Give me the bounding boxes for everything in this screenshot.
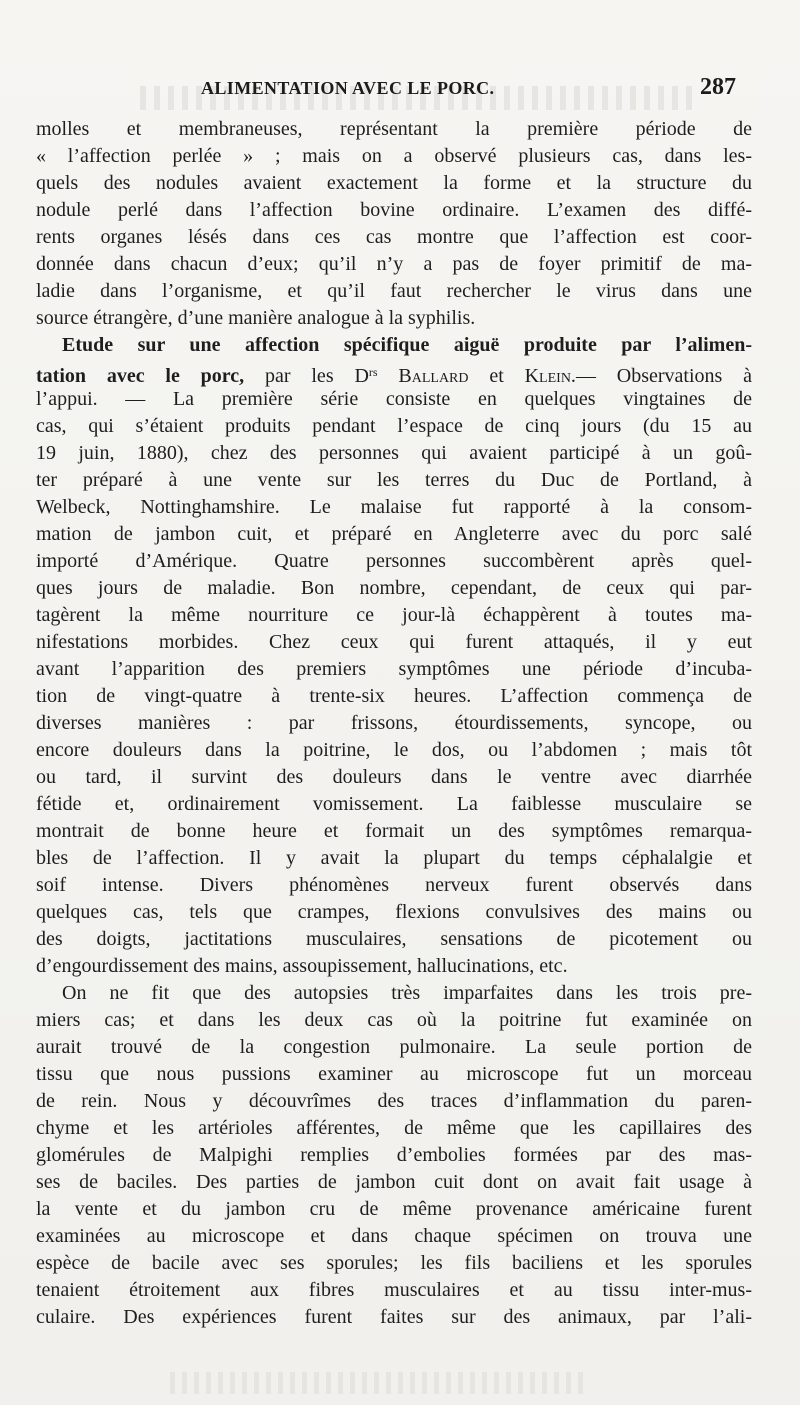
text-line: ses de baciles. Des parties de jambon cuit dont on avait fait usage à [36,1171,752,1193]
text-line: rents organes lésés dans ces cas montre que l’affection est coor- [36,226,752,248]
text-line: tion de vingt-quatre à trente-six heures. L’affection commença de [36,685,752,707]
text-line: miers cas; et dans les deux cas où la poitrine fut examinée on [36,1009,752,1031]
text-line: molles et membraneuses, représentant la première période de [36,118,752,140]
text-line: soif intense. Divers phénomènes nerveux furent observés dans [36,874,752,896]
text-line: diverses manières : par frissons, étourdissements, syncope, ou [36,712,752,734]
text-line: cas, qui s’étaient produits pendant l’espace de cinq jours (du 15 au [36,415,752,437]
text-line: glomérules de Malpighi remplies d’embolies formées par des mas- [36,1144,752,1166]
text-line: fétide et, ordinairement vomissement. La faiblesse musculaire se [36,793,752,815]
text-line: tissu que nous pussions examiner au microscope fut un morceau [36,1063,752,1085]
text-line: encore douleurs dans la poitrine, le dos, ou l’abdomen ; mais tôt [36,739,752,761]
section-byline [36,359,752,386]
text-line: Welbeck, Nottinghamshire. Le malaise fut rapporté à la consom- [36,496,752,518]
text-line: la vente et du jambon cru de même provenance américaine furent [36,1198,752,1220]
text-line: espèce de bacile avec ses sporules; les fils baciliens et les sporules [36,1252,752,1274]
text-line: ladie dans l’organisme, et qu’il faut rechercher le virus dans une [36,280,752,302]
text-line: tagèrent la même nourriture ce jour-là échappèrent à toutes ma- [36,604,752,626]
page-header [0,74,800,106]
text-line: donnée dans chacun d’eux; qu’il n’y a pas de foyer primitif de ma- [36,253,752,275]
text-line: ques jours de maladie. Bon nombre, cependant, de ceux qui par- [36,577,752,599]
author-klein: Klein. [524,365,576,387]
section-heading [36,332,752,359]
author-ballard: Ballard [398,365,469,387]
byline-abbr: $D^{rs}$ [354,365,378,387]
text-line: mation de jambon cuit, et préparé en Angleterre avec du porc salé [36,523,752,545]
text-line: source étrangère, d’une manière analogue à la syphilis. [36,307,476,329]
body-text [36,116,752,1331]
byline-and: et [489,365,504,387]
text-line: avant l’apparition des premiers symptômes une période d’incuba- [36,658,752,680]
text-line: quels des nodules avaient exactement la forme et la structure du [36,172,752,194]
text-line: chyme et les artérioles afférentes, de même que les capillaires des [36,1117,752,1139]
text-line: On ne fit que des autopsies très imparfaites dans les trois pre- [62,982,752,1004]
observations-label: — Observations à [575,365,753,387]
text-line: d’engourdissement des mains, assoupissement, hallucinations, etc. [36,955,568,977]
running-title: ALIMENTATION AVEC LE PORC. [201,78,495,98]
text-line: examinées au microscope et dans chaque spécimen on trouva une [36,1225,752,1247]
text-line: nifestations morbides. Chez ceux qui furent attaqués, il y eut [36,631,752,653]
text-line: de rein. Nous y découvrîmes des traces d’inflammation du paren- [36,1090,752,1112]
text-line: « l’affection perlée » ; mais on a observé plusieurs cas, dans les- [36,145,752,167]
text-line: des doigts, jactitations musculaires, sensations de picotement ou [36,928,752,950]
text-line: bles de l’affection. Il y avait la plupart du temps céphalalgie et [36,847,752,869]
byline-prefix: par les [265,365,334,387]
section-title-part2: tation avec le porc, [36,365,245,387]
text-line: ter préparé à une vente sur les terres du Duc de Portland, à [36,469,752,491]
page-number: 287 [700,74,736,100]
text-line: montrait de bonne heure et formait un des symptômes remarqua- [36,820,752,842]
text-line: l’appui. — La première série consiste en quelques vingtaines de [36,388,752,410]
text-line: ou tard, il survint des douleurs dans le ventre avec diarrhée [36,766,752,788]
section-title-part1: Etude sur une affection spécifique aiguë produite par l’alimen- [62,334,752,356]
text-line: 19 juin, 1880), chez des personnes qui avaient participé à un goû- [36,442,752,464]
text-line: importé d’Amérique. Quatre personnes succombèrent après quel- [36,550,752,572]
text-line: nodule perlé dans l’affection bovine ordinaire. L’examen des diffé- [36,199,752,221]
text-line: tenaient étroitement aux fibres musculaires et au tissu inter-mus- [36,1279,752,1301]
text-line: culaire. Des expériences furent faites sur des animaux, par l’ali- [36,1306,752,1328]
text-line: quelques cas, tels que crampes, flexions convulsives des mains ou [36,901,752,923]
show-through-footer [170,1372,590,1394]
text-line: aurait trouvé de la congestion pulmonaire. La seule portion de [36,1036,752,1058]
